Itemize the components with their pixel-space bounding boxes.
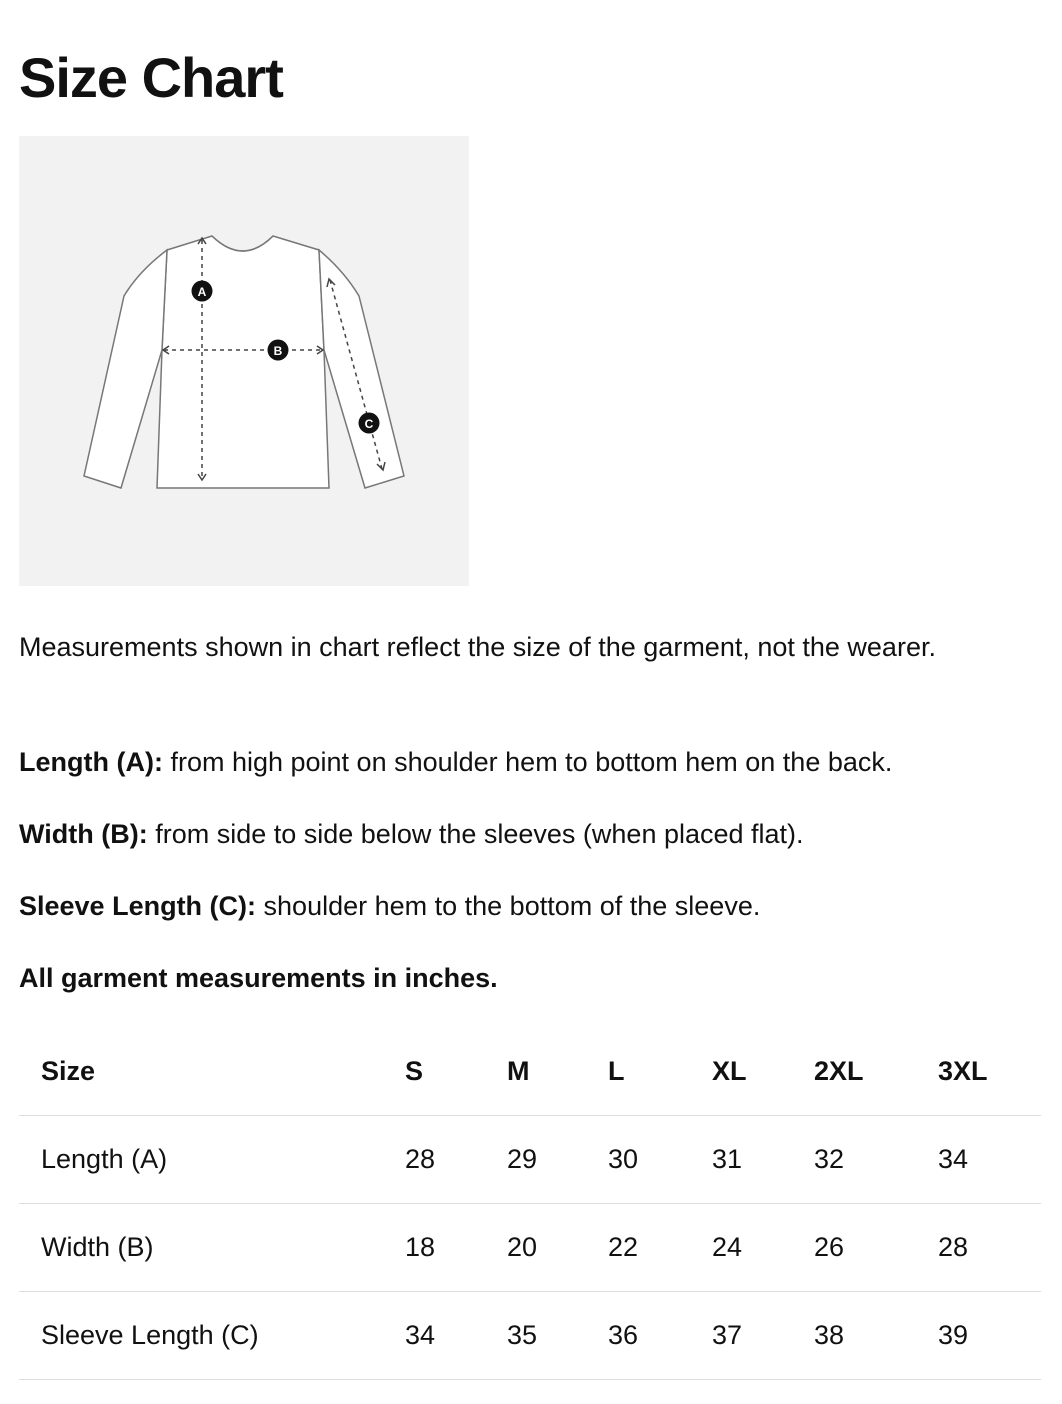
table-cell: 35 <box>507 1292 608 1380</box>
width-definition <box>19 813 1029 856</box>
sleeve-definition <box>19 885 1029 928</box>
table-cell: 32 <box>814 1116 938 1204</box>
marker-b <box>268 340 289 361</box>
table-cell: 39 <box>938 1292 1041 1380</box>
units-note: All garment measurements in inches. <box>19 963 498 993</box>
right-sleeve <box>319 250 404 488</box>
table-cell: 18 <box>405 1204 507 1292</box>
table-cell: 22 <box>608 1204 712 1292</box>
shirt-body <box>157 236 329 488</box>
row-label: Width (B) <box>19 1204 405 1292</box>
header-2xl: 2XL <box>814 1028 938 1116</box>
row-label: Length (A) <box>19 1116 405 1204</box>
left-sleeve <box>84 250 167 488</box>
sleeve-definition-text: shoulder hem to the bottom of the sleeve. <box>256 891 761 921</box>
table-cell: 38 <box>814 1292 938 1380</box>
table-cell: 26 <box>814 1204 938 1292</box>
table-row <box>19 1204 1041 1292</box>
table-cell: 29 <box>507 1116 608 1204</box>
row-label: Sleeve Length (C) <box>19 1292 405 1380</box>
table-row <box>19 1292 1041 1380</box>
width-definition-text: from side to side below the sleeves (when placed flat). <box>147 819 804 849</box>
length-definition-text: from high point on shoulder hem to bottom hem on the back. <box>162 747 893 777</box>
table-cell: 34 <box>405 1292 507 1380</box>
table-cell: 34 <box>938 1116 1041 1204</box>
svg-text:B: B <box>273 344 283 358</box>
table-cell: 37 <box>712 1292 814 1380</box>
table-cell: 28 <box>938 1204 1041 1292</box>
size-table <box>19 1028 1041 1380</box>
marker-c <box>359 413 380 434</box>
table-cell: 20 <box>507 1204 608 1292</box>
long-sleeve-shirt-illustration <box>19 136 469 586</box>
width-definition-label: Width (B): <box>19 819 148 849</box>
svg-text:C: C <box>364 417 374 431</box>
header-size: Size <box>19 1028 405 1116</box>
table-cell: 31 <box>712 1116 814 1204</box>
header-3xl: 3XL <box>938 1028 1041 1116</box>
sleeve-definition-label: Sleeve Length (C): <box>19 891 257 921</box>
marker-a <box>192 281 213 302</box>
table-cell: 36 <box>608 1292 712 1380</box>
header-xl: XL <box>712 1028 814 1116</box>
disclaimer-text: Measurements shown in chart reflect the size of the garment, not the wearer. <box>19 632 936 662</box>
header-m: M <box>507 1028 608 1116</box>
table-cell: 30 <box>608 1116 712 1204</box>
length-definition <box>19 741 1029 784</box>
size-table-header-row <box>19 1028 1041 1116</box>
length-definition-label: Length (A): <box>19 747 163 777</box>
svg-text:A: A <box>197 285 207 299</box>
header-l: L <box>608 1028 712 1116</box>
table-row <box>19 1116 1041 1204</box>
garment-diagram <box>19 136 469 586</box>
table-cell: 28 <box>405 1116 507 1204</box>
page-title: Size Chart <box>19 46 283 109</box>
header-s: S <box>405 1028 507 1116</box>
table-cell: 24 <box>712 1204 814 1292</box>
